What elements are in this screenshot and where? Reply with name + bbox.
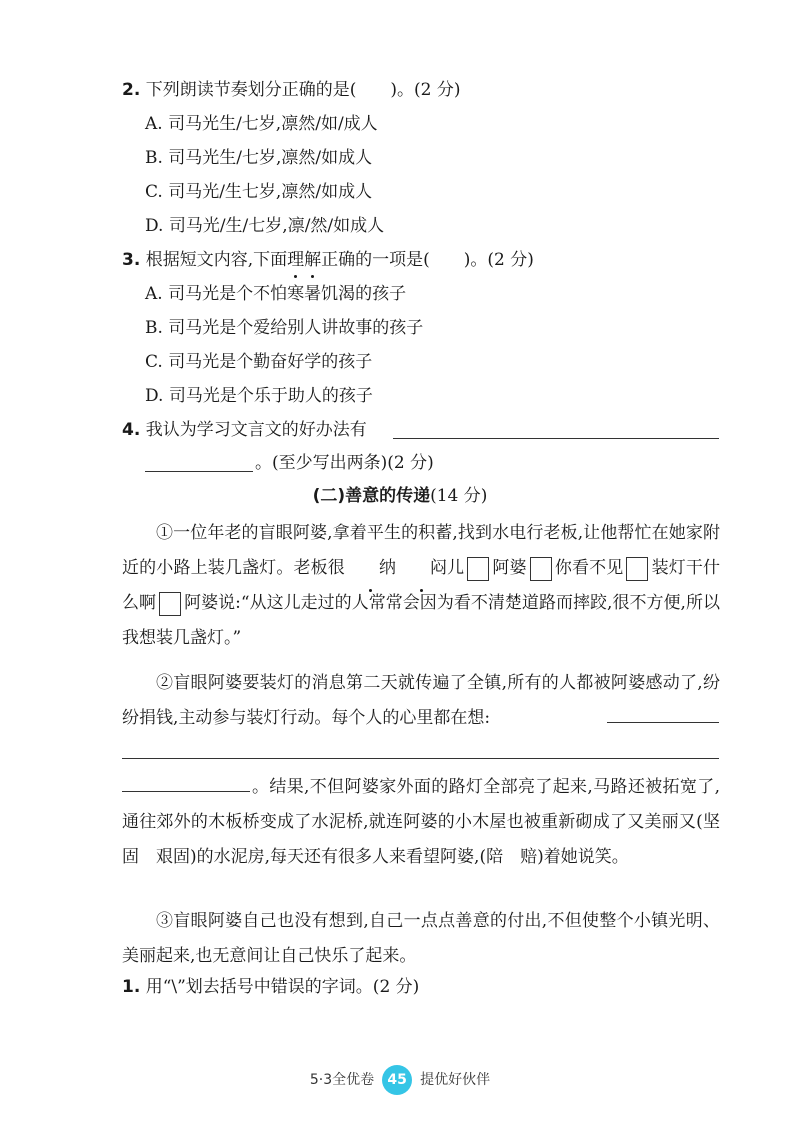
option-a: A. 司马光生/七岁,凛然/如/成人 [145,114,378,134]
punctuation-box[interactable] [467,557,489,581]
punctuation-box[interactable] [159,592,181,616]
paragraph-text: 儿 [446,558,465,578]
question-number: 3. [122,250,141,270]
option-d: D. 司马光是个乐于助人的孩子 [145,386,373,406]
paragraph-text: 装灯干什么啊 [122,558,721,613]
option-b: B. 司马光生/七岁,凛然/如成人 [145,148,373,168]
question-number: 2. [122,80,141,100]
question-text-pre: 根据短文内容,下面 [145,250,288,270]
emphasis-char: 闷 [396,551,447,586]
option-c: C. 司马光/生七岁,凛然/如成人 [145,182,373,202]
paragraph-text: ②盲眼阿婆要装灯的消息第二天就传遍了全镇,所有的人都被阿婆感动了,纷纷捐钱,主动参与装灯行动。每个人的心里都在想: [122,673,720,728]
question-text: 用“\”划去括号中错误的字词。(2 分) [145,977,420,997]
paragraph-text: 你看不见 [554,558,624,578]
section-title-text: (二)善意的传递 [312,486,431,506]
question-text-post: 正确的一项是( )。(2 分) [321,250,534,270]
question-4-instruction: 。(至少写出两条)(2 分) [255,453,434,473]
section-title [0,484,800,508]
question-4 [122,418,367,442]
question-3 [122,248,534,272]
section-score: (14 分) [430,486,488,506]
question-text: 下列朗读节奏划分正确的是( )。(2 分) [145,80,461,100]
emphasis-char: 理 [287,250,305,270]
passage-paragraph-2-continued: 。结果,不但阿婆家外面的路灯全部亮了起来,马路还被拓宽了,通往郊外的木板桥变成了水泥桥,就连阿婆的小木屋也被重新砌成了又美丽又(坚固 艰固)的水泥房,每天还有很多人来看望阿婆,(陪 赔)着她说笑。 [122,777,720,867]
answer-line[interactable] [393,438,719,439]
passage-paragraph-2 [122,666,720,736]
question-number: 1. [122,977,141,997]
question-2 [122,78,460,102]
question-number: 4. [122,420,141,440]
emphasis-char: 纳 [345,551,396,586]
paragraph-text: 阿婆说:“从这儿走过的人常常会因为看不清楚道路而摔跤,很不方便,所以我想装几盏灯。” [122,593,720,648]
option-d: D. 司马光/生/七岁,凛/然/如成人 [145,216,385,236]
question-text: 我认为学习文言文的好办法有 [145,420,367,440]
paragraph-text: 阿婆 [492,558,527,578]
page-footer [0,1065,800,1095]
answer-line[interactable] [607,722,719,723]
question-1 [122,975,419,999]
answer-line[interactable] [145,471,253,472]
footer-brand: 5·3全优卷 [309,1072,375,1088]
page-number: 45 [382,1065,412,1095]
punctuation-box[interactable] [626,557,648,581]
emphasis-char: 解 [304,250,322,270]
paragraph-text: ①一位年老的盲眼阿婆,拿着平生的积蓄,找到水电行老板,让他帮忙在她家附近的小路上装几盏灯。老板很 [122,523,720,578]
passage-paragraph-1 [122,516,720,656]
option-a: A. 司马光是个不怕寒暑饥渴的孩子 [145,284,407,304]
option-c: C. 司马光是个勤奋好学的孩子 [145,352,373,372]
answer-line[interactable] [122,758,719,759]
passage-paragraph-3: ③盲眼阿婆自己也没有想到,自己一点点善意的付出,不但使整个小镇光明、美丽起来,也无意间让自己快乐了起来。 [122,911,720,966]
punctuation-box[interactable] [530,557,552,581]
option-b: B. 司马光是个爱给别人讲故事的孩子 [145,318,424,338]
footer-slogan: 提优好伙伴 [420,1072,491,1088]
